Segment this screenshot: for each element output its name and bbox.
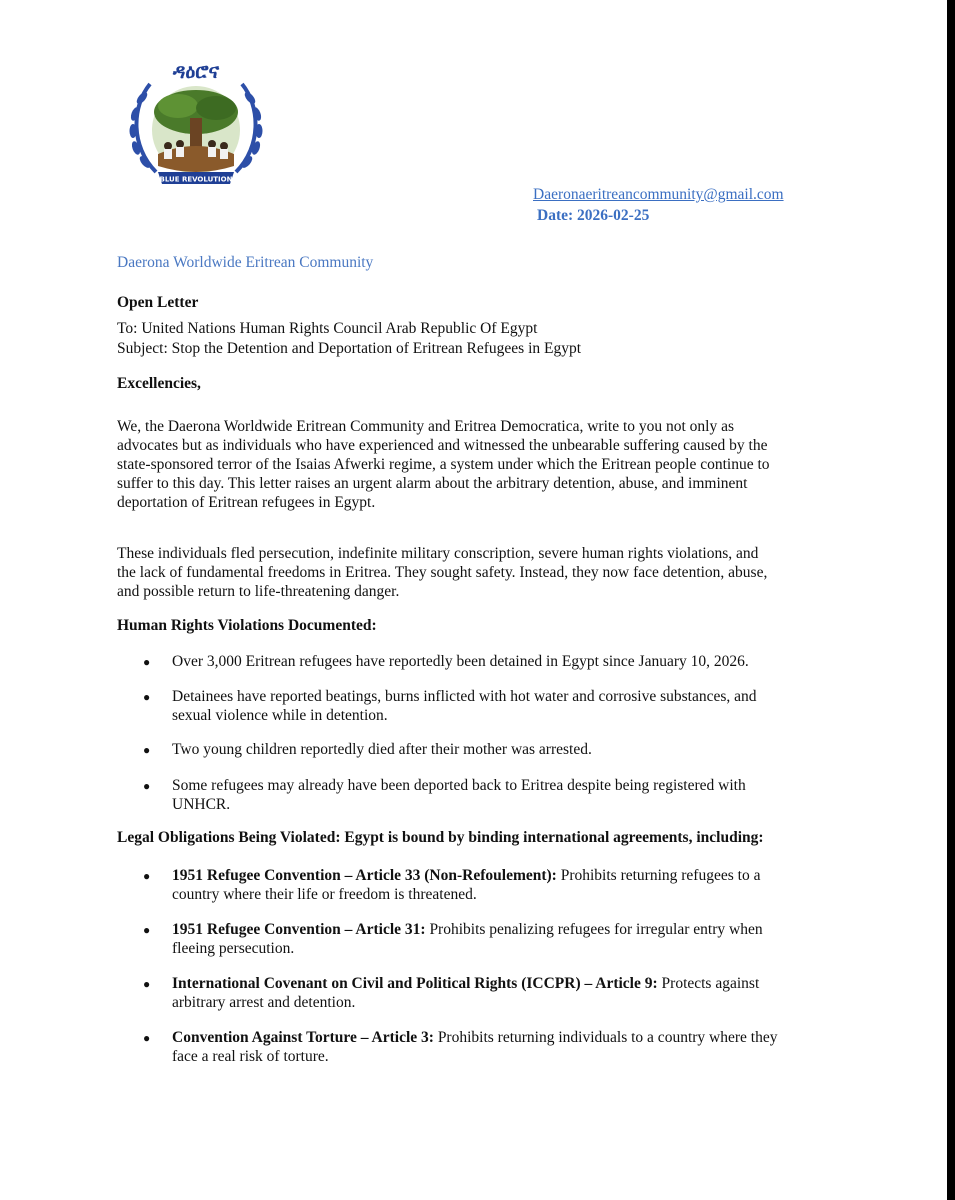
legal-item-text: Prohibits returning refugees to a — [556, 867, 761, 884]
list-item-line — [172, 920, 840, 939]
paragraph-line: state-sponsored terror of the Isaias Afwerki regime, a system under which the Eritrean people continue to — [117, 456, 770, 473]
legal-item-title: 1951 Refugee Convention – Article 31: — [172, 921, 426, 938]
list-item-line: UNHCR. — [172, 796, 231, 813]
list-item — [172, 776, 840, 814]
list-item — [172, 920, 840, 958]
greeting: Excellencies, — [117, 375, 201, 392]
recipient-line: To: United Nations Human Rights Council Arab Republic Of Egypt — [117, 320, 538, 337]
paragraph-line: We, the Daerona Worldwide Eritrean Community and Eritrea Democratica, write to you not only as — [117, 418, 735, 435]
legal-item-title: 1951 Refugee Convention – Article 33 (Non-Refoulement): — [172, 867, 557, 884]
legal-item-title: Convention Against Torture – Article 3: — [172, 1029, 434, 1046]
letter-title: Open Letter — [117, 294, 199, 311]
bullet-icon: ● — [143, 743, 151, 757]
community-logo — [118, 54, 274, 194]
bullet-icon: ● — [143, 779, 151, 793]
legal-item-text: Prohibits returning individuals to a country where they — [433, 1029, 778, 1046]
list-item-line: Two young children reportedly died after their mother was arrested. — [172, 741, 592, 758]
list-item — [172, 740, 840, 759]
organization-name: Daerona Worldwide Eritrean Community — [117, 254, 374, 271]
bullet-icon: ● — [143, 977, 151, 991]
tree-scene-icon — [152, 86, 240, 174]
context-paragraph — [117, 544, 837, 601]
logo-ribbon — [158, 172, 234, 184]
bullet-icon: ● — [143, 869, 151, 883]
logo-script-text: ዳዕሮና — [172, 59, 220, 83]
letter-date: Date: 2026-02-25 — [537, 207, 650, 224]
paragraph-line: These individuals fled persecution, indefinite military conscription, severe human rights violations, and — [117, 545, 759, 562]
list-item-line — [172, 974, 840, 993]
contact-email-link[interactable]: Daeronaeritreancommunity@gmail.com — [533, 186, 784, 203]
paragraph-line: and possible return to life-threatening danger. — [117, 583, 400, 600]
list-item-line — [172, 866, 840, 885]
bullet-icon: ● — [143, 690, 151, 704]
logo-ribbon-text: BLUE REVOLUTION — [159, 175, 233, 184]
intro-paragraph — [117, 417, 837, 512]
legal-item-title: International Covenant on Civil and Political Rights (ICCPR) – Article 9: — [172, 975, 658, 992]
list-item-line: Some refugees may already have been deported back to Eritrea despite being registered with — [172, 777, 746, 794]
list-item-line: country where their life or freedom is threatened. — [172, 886, 477, 903]
list-item — [172, 974, 840, 1012]
paragraph-line: suffer to this day. This letter raises an urgent alarm about the arbitrary detention, abuse, and imminent — [117, 475, 748, 492]
bullet-icon: ● — [143, 655, 151, 669]
list-item-line: fleeing persecution. — [172, 940, 295, 957]
subject-line: Subject: Stop the Detention and Deportation of Eritrean Refugees in Egypt — [117, 340, 582, 357]
list-item-line: Detainees have reported beatings, burns inflicted with hot water and corrosive substances, and — [172, 688, 757, 705]
list-item — [172, 1028, 840, 1066]
bullet-icon: ● — [143, 923, 151, 937]
paragraph-line: deportation of Eritrean refugees in Egypt. — [117, 494, 376, 511]
list-item — [172, 652, 840, 671]
violations-heading: Human Rights Violations Documented: — [117, 617, 377, 634]
list-item-line: sexual violence while in detention. — [172, 707, 388, 724]
legal-item-text: Protects against — [657, 975, 760, 992]
legal-obligations-heading: Legal Obligations Being Violated: Egypt is bound by binding international agreements, including: — [117, 829, 764, 846]
list-item-line: face a real risk of torture. — [172, 1048, 329, 1065]
list-item — [172, 866, 840, 904]
paragraph-line: the lack of fundamental freedoms in Eritrea. They sought safety. Instead, they now face detention, abuse, — [117, 564, 768, 581]
list-item-line: Over 3,000 Eritrean refugees have reportedly been detained in Egypt since January 10, 2026. — [172, 653, 749, 670]
list-item-line: arbitrary arrest and detention. — [172, 994, 356, 1011]
paragraph-line: advocates but as individuals who have experienced and witnessed the unbearable suffering caused by the — [117, 437, 768, 454]
legal-item-text: Prohibits penalizing refugees for irregular entry when — [425, 921, 763, 938]
list-item-line — [172, 1028, 840, 1047]
bullet-icon: ● — [143, 1031, 151, 1045]
list-item — [172, 687, 840, 725]
